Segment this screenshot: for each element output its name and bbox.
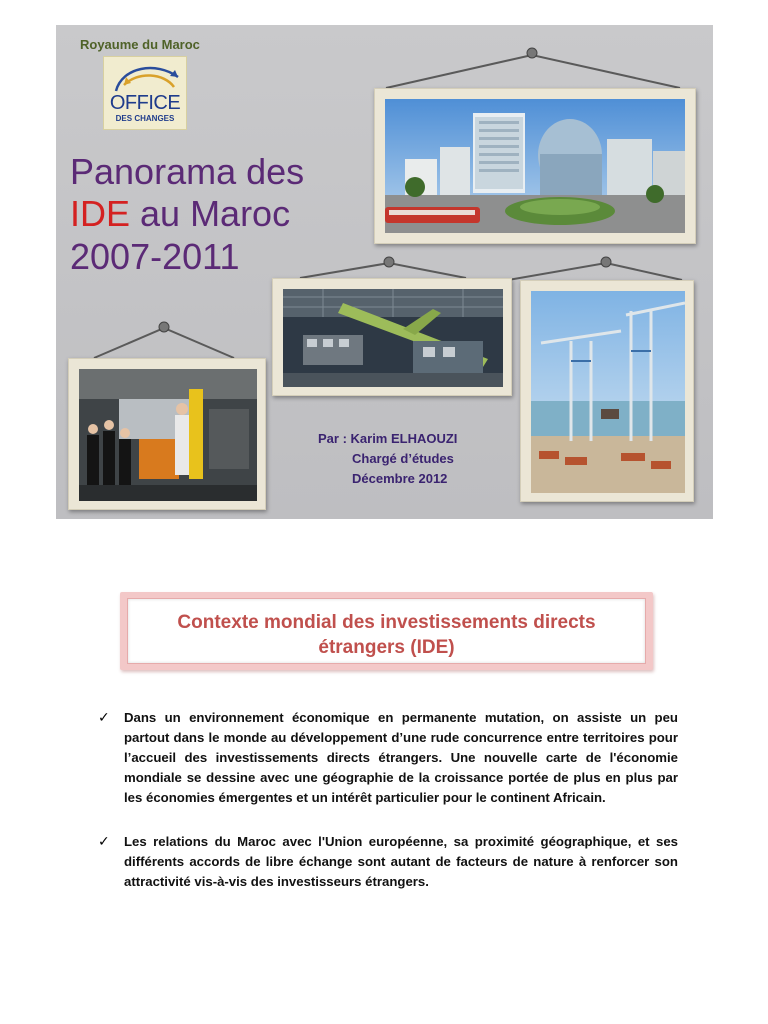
author-date: Décembre 2012 (352, 471, 448, 486)
nail-icon (384, 257, 394, 267)
car-factory-photo (79, 369, 257, 501)
section-header-inner (127, 598, 646, 664)
cover-title-rest: au Maroc (130, 193, 291, 235)
frame-car-factory (68, 358, 266, 510)
author-role: Chargé d’études (352, 451, 454, 466)
section-header-box (120, 592, 653, 670)
cover-title-line3: 2007-2011 (70, 235, 240, 277)
cover-title-ide: IDE (70, 193, 131, 235)
bullet-item (98, 832, 678, 892)
bullet-item (98, 708, 678, 808)
bullet-text: Les relations du Maroc avec l'Union européenne, sa proximité géographique, et ses différents accords de libre échange sont autant de facteurs de nature à renforcer son attractivité vis-à-vis des investisseurs étrangers. (124, 834, 678, 889)
bullet-list (98, 708, 678, 916)
logo-text-des-changes: DES CHANGES (115, 114, 175, 123)
kingdom-label: Royaume du Maroc (80, 37, 200, 52)
nail-icon (601, 257, 611, 267)
bullet-text: Dans un environnement économique en permanente mutation, on assiste un peu partout dans le monde au développement d’une rude concurrence entre territoires pour l’accueil des investissements directs étrangers. Une nouvelle carte de l'économie mondiale se dessine avec une géographie de la croissance portée de plus en plus par les économies émergentes et un intérêt particulier pour le continent Africain. (124, 710, 678, 805)
cover-panel (56, 25, 713, 519)
section-title (128, 610, 645, 660)
author-name: Par : Karim ELHAOUZI (318, 431, 458, 446)
frame-aircraft (272, 278, 512, 396)
cover-title-line1: Panorama des (70, 151, 305, 192)
checkmark-icon: ✓ (98, 834, 110, 850)
author-block (318, 429, 457, 489)
frame-port (520, 280, 694, 502)
port-cranes-photo (531, 291, 685, 493)
frame-city (374, 88, 696, 244)
section-title-line1: Contexte mondial des investissements directs (177, 612, 596, 633)
section-title-line2: étrangers (IDE) (318, 637, 455, 658)
logo-text-office: OFFICE (109, 92, 181, 114)
aircraft-factory-photo (283, 289, 503, 387)
city-square-photo (385, 99, 685, 233)
nail-icon (527, 48, 537, 58)
nail-icon (159, 322, 169, 332)
checkmark-icon: ✓ (98, 710, 110, 726)
